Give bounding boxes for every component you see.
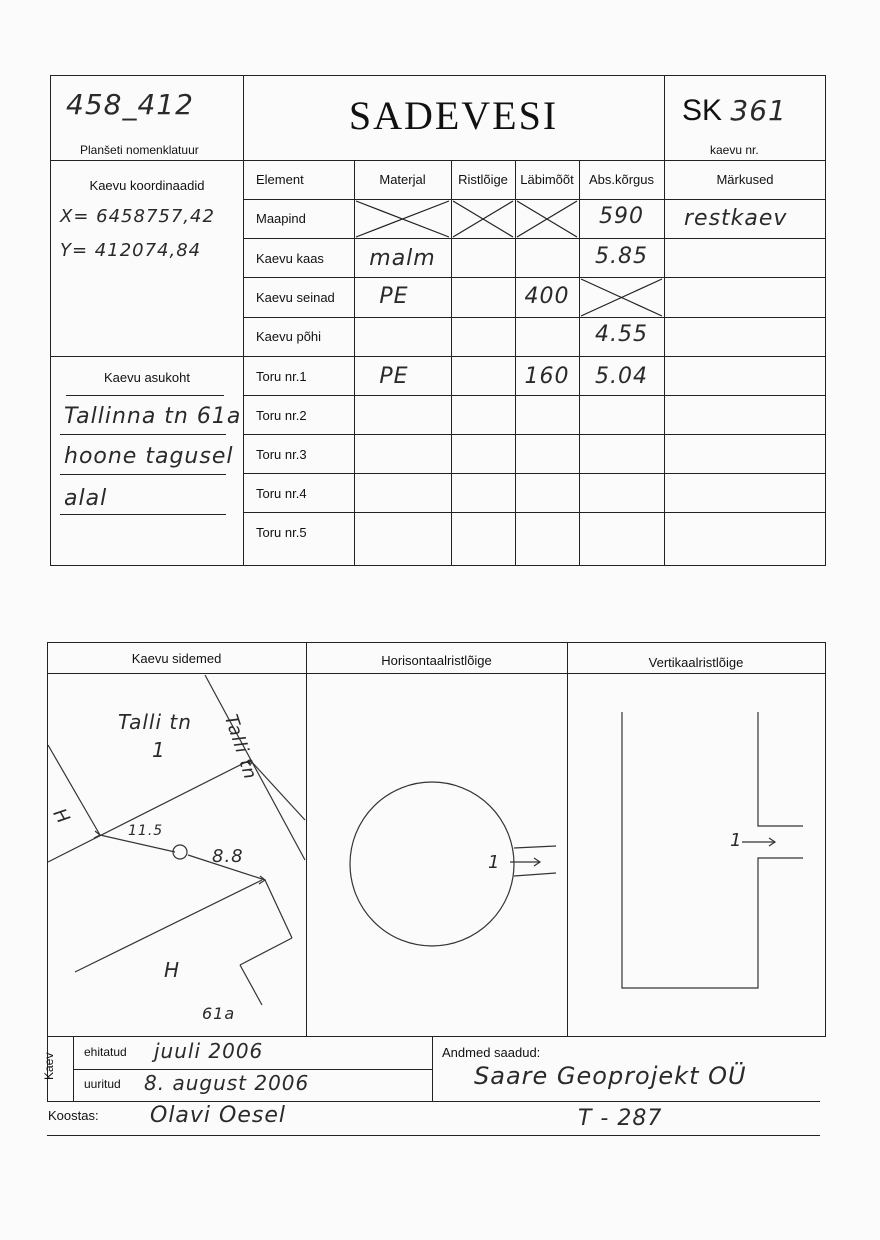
vertical-pipe-label: 1 [730, 830, 743, 851]
sidemed-dist1: 11.5 [128, 823, 164, 839]
coordinates-label: Kaevu koordinaadid [89, 178, 205, 193]
row-label: Toru nr.1 [256, 369, 307, 384]
andmed-value: Saare Geoprojekt OÜ [474, 1062, 747, 1090]
col-header-labimoot: Läbimõõt [520, 172, 574, 187]
sidemed-street-top: Talli tn [118, 710, 192, 734]
document-code: T - 287 [578, 1106, 663, 1131]
row-label: Kaevu kaas [256, 251, 324, 266]
col-header-markused: Märkused [716, 172, 774, 187]
row-label: Toru nr.2 [256, 408, 307, 423]
cell-materjal-kaas: malm [369, 246, 436, 271]
sketch-header-vertical: Vertikaalristlõige [648, 655, 744, 670]
page-title: SADEVESI [348, 93, 559, 138]
uuritud-label: uuritud [84, 1077, 121, 1091]
kaev-label: Kaev [42, 1052, 56, 1080]
cell-labimoot-toru1: 160 [524, 364, 570, 389]
cell-markused-maapind: restkaev [684, 206, 788, 231]
nomenclature-value: 458_412 [66, 88, 194, 121]
row-label: Toru nr.4 [256, 486, 307, 501]
well-number-label: kaevu nr. [710, 143, 759, 157]
uuritud-value: 8. august 2006 [144, 1071, 310, 1095]
col-header-materjal: Materjal [379, 172, 426, 187]
sketch-header-horizontal: Horisontaalristlõige [381, 653, 492, 668]
cell-abs-toru1: 5.04 [595, 364, 648, 389]
sidemed-h-bottom: H [164, 958, 181, 982]
well-number-prefix: SK [682, 94, 723, 127]
ehitatud-label: ehitatud [84, 1045, 127, 1059]
row-label: Toru nr.5 [256, 525, 307, 540]
sidemed-street-side: Talli tn [220, 712, 261, 783]
col-header-abs: Abs.kõrgus [588, 172, 655, 187]
koostas-value: Olavi Oesel [150, 1103, 286, 1128]
coordinate-y: Y= 412074,84 [60, 240, 202, 261]
cell-abs-maapind: 590 [599, 204, 644, 229]
cell-labimoot-seinad: 400 [524, 284, 570, 309]
cell-abs-kaas: 5.85 [595, 244, 648, 269]
col-header-element: Element [256, 172, 304, 187]
sidemed-h-left: H [48, 804, 75, 829]
location-line-1: Tallinna tn 61a [64, 404, 242, 429]
location-label: Kaevu asukoht [103, 370, 190, 385]
andmed-label: Andmed saadud: [442, 1045, 541, 1060]
col-header-ristloige: Ristlõige [458, 172, 508, 187]
row-label: Maapind [256, 211, 306, 226]
row-label: Toru nr.3 [256, 447, 307, 462]
sketch-header-sidemed: Kaevu sidemed [131, 651, 222, 666]
horizontal-pipe-label: 1 [488, 852, 501, 873]
nomenclature-label: Planšeti nomenklatuur [80, 143, 199, 157]
row-label: Kaevu seinad [256, 290, 335, 305]
sidemed-building: 61a [202, 1004, 236, 1023]
cell-abs-pohi: 4.55 [595, 322, 648, 347]
location-line-3: alal [64, 486, 108, 511]
coordinate-x: X= 6458757,42 [60, 206, 215, 227]
well-number-value: 361 [730, 94, 787, 127]
cell-materjal-seinad: PE [379, 284, 409, 309]
ehitatud-value: juuli 2006 [154, 1039, 264, 1063]
location-line-2: hoone tagusel [64, 444, 234, 469]
row-label: Kaevu põhi [256, 329, 322, 344]
sidemed-street-top-num: 1 [152, 738, 166, 762]
sidemed-dist2: 8.8 [212, 846, 244, 867]
cell-materjal-toru1: PE [379, 364, 409, 389]
koostas-label: Koostas: [48, 1108, 99, 1123]
